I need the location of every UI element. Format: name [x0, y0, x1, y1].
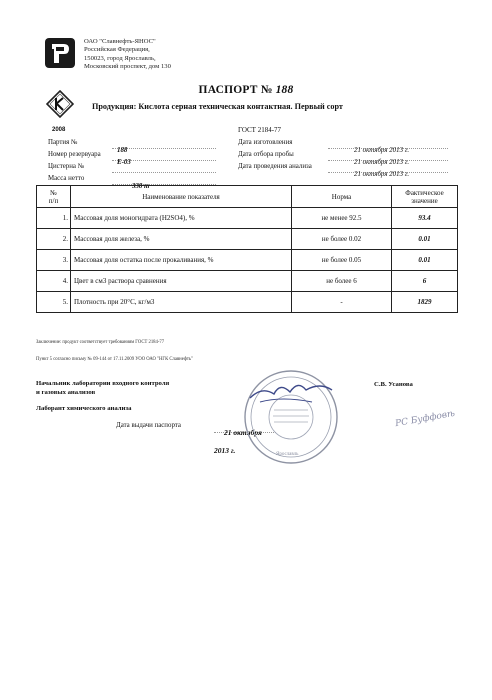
product-name: Кислота серная техническая контактная. Первый сорт [138, 102, 343, 111]
cistern-label: Цистерна № [48, 163, 85, 170]
lab-head-title-line: и газовых анализов [36, 388, 96, 396]
row-actual: 1829 [392, 292, 458, 313]
manufacture-year: 2013 г. [389, 147, 410, 154]
issue-day: 21 [224, 428, 232, 437]
handwritten-note-icon [395, 408, 465, 438]
cistern-field [112, 163, 216, 173]
row-number: 2. [37, 229, 71, 250]
table-row [37, 250, 458, 271]
net-mass-field [112, 175, 216, 190]
row-actual: 6 [392, 271, 458, 292]
col-number-header: № п/п [37, 186, 71, 208]
tank-label: Номер резервуара [48, 151, 101, 158]
certificate-year: 2008 [52, 127, 66, 133]
row-actual: 93.4 [392, 208, 458, 229]
issue-date-label: Дата выдачи паспорта [116, 422, 181, 429]
row-norm: не более 0.02 [292, 229, 392, 250]
manufacture-month: октября [362, 147, 388, 154]
note-text: Пункт 5 согласно письму № 09-144 от 17.11.2009 УОО ОАО "НГК Славнефть" [36, 357, 193, 362]
k-quality-logo-icon [46, 90, 74, 118]
row-number: 5. [37, 292, 71, 313]
stamp-city: Ярославль [276, 452, 299, 457]
row-number: 4. [37, 271, 71, 292]
tank-value: Е-03 [117, 159, 131, 166]
product-label: Продукция: [92, 102, 137, 111]
sampling-date-field [328, 151, 448, 166]
row-norm: не более 6 [292, 271, 392, 292]
row-indicator: Массовая доля железа, % [71, 229, 292, 250]
row-indicator: Плотность при 20°C, кг/м3 [71, 292, 292, 313]
conclusion-text: Заключение: продукт соответствует требованиям ГОСТ 2184-77 [36, 340, 165, 345]
table-row [37, 229, 458, 250]
org-line: ОАО "Славнефть-ЯНОС" [84, 38, 156, 45]
table-row [37, 292, 458, 313]
row-indicator: Массовая доля остатка после прокаливания, % [71, 250, 292, 271]
row-number: 1. [37, 208, 71, 229]
tank-field [112, 151, 216, 166]
row-indicator: Цвет в см3 раствора сравнения [71, 271, 292, 292]
col-name-header: Наименование показателя [71, 186, 292, 208]
gost-standard: ГОСТ 2184-77 [238, 126, 282, 134]
net-mass-value: 338 т [132, 183, 150, 190]
manufacture-date-label: Дата изготовления [238, 139, 293, 146]
org-line: Московский проспект, дом 130 [84, 62, 171, 70]
table-row [37, 208, 458, 229]
row-norm: не более 0.05 [292, 250, 392, 271]
batch-label: Партия № [48, 139, 78, 146]
issue-year: 2013 г. [214, 446, 236, 455]
organization-address [84, 38, 171, 71]
lab-assistant-title: Лаборант химического анализа [36, 405, 132, 412]
sampling-date-label: Дата отбора пробы [238, 151, 294, 158]
sampling-year: 2013 г. [389, 159, 410, 166]
passport-number: 188 [275, 84, 294, 96]
table-row [37, 271, 458, 292]
passport-title-label: ПАСПОРТ № [198, 84, 273, 96]
row-actual: 0.01 [392, 229, 458, 250]
row-norm: - [292, 292, 392, 313]
row-actual: 0.01 [392, 250, 458, 271]
batch-field [112, 139, 216, 154]
org-line: 150023, город Ярославль, [84, 54, 156, 62]
analysis-date-field [328, 163, 448, 178]
col-actual-header: Фактическое значение [392, 186, 458, 208]
batch-value: 188 [117, 147, 128, 154]
col-norm-header: Норма [292, 186, 392, 208]
round-stamp-icon [242, 368, 340, 466]
product-line [92, 102, 343, 111]
handwritten-text: РС Буффовѣ [394, 408, 456, 430]
lab-head-title-line: Начальник лаборатории входного контроля [36, 380, 170, 387]
lab-head-name: С.В. Усанова [374, 381, 413, 388]
sampling-month: октября [362, 159, 388, 166]
row-number: 3. [37, 250, 71, 271]
lab-head-title [36, 380, 169, 397]
analysis-date-label: Дата проведения анализа [238, 163, 312, 170]
sampling-day: 21 [354, 159, 361, 166]
indicators-table [36, 185, 458, 313]
table-header-row [37, 186, 458, 208]
issue-month: октября [233, 428, 262, 437]
analysis-year: 2013 г. [389, 171, 410, 178]
analysis-day: 21 [354, 171, 361, 178]
net-mass-label: Масса нетто [48, 175, 85, 182]
row-indicator: Массовая доля моногидрата (H2SO4), % [71, 208, 292, 229]
manufacture-day: 21 [354, 147, 361, 154]
row-norm: не менее 92.5 [292, 208, 392, 229]
yanos-logo-icon [45, 38, 75, 68]
manufacture-date-field [328, 139, 448, 154]
analysis-month: октября [362, 171, 388, 178]
org-line: Российская Федерация, [84, 46, 150, 54]
